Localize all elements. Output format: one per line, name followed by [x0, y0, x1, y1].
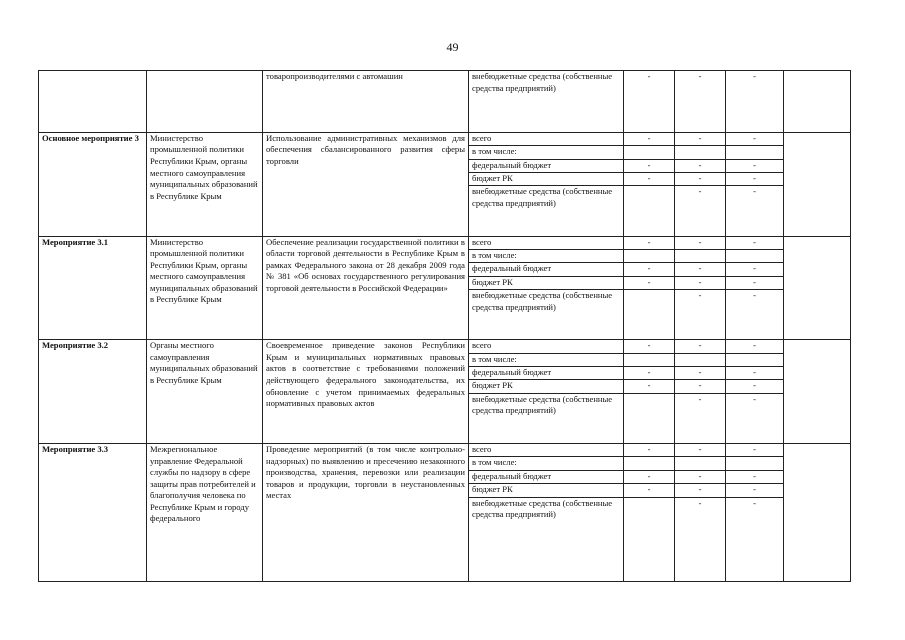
- funding-value-3: [726, 457, 784, 470]
- funding-value-2: -: [675, 340, 726, 353]
- funding-source: внебюджетные средства (собственные средства предприятий): [469, 290, 624, 340]
- funding-value-3: -: [726, 263, 784, 276]
- funding-value-2: -: [675, 380, 726, 393]
- executor-cell: Межрегиональное управление Федеральной службы по надзору в сфере защиты прав потребителей и благополучия человека по Республике Крым и городу федерального: [147, 443, 263, 581]
- funding-value-1: [624, 497, 675, 581]
- funding-value-3: -: [726, 236, 784, 249]
- funding-value-1: -: [624, 159, 675, 172]
- funding-value-3: -: [726, 484, 784, 497]
- funding-value-1: -: [624, 470, 675, 483]
- funding-source: в том числе:: [469, 353, 624, 366]
- funding-value-2: -: [675, 71, 726, 133]
- funding-value-1: -: [624, 263, 675, 276]
- funding-value-3: [726, 249, 784, 262]
- empty-cell: [784, 340, 851, 444]
- funding-value-1: [624, 393, 675, 443]
- funding-source: федеральный бюджет: [469, 470, 624, 483]
- funding-value-2: -: [675, 497, 726, 581]
- funding-value-1: [624, 186, 675, 236]
- table-row: [39, 443, 851, 456]
- funding-value-2: -: [675, 443, 726, 456]
- funding-source: внебюджетные средства (собственные средства предприятий): [469, 393, 624, 443]
- funding-value-1: -: [624, 132, 675, 145]
- funding-source: бюджет РК: [469, 380, 624, 393]
- funding-value-1: -: [624, 484, 675, 497]
- funding-value-2: [675, 353, 726, 366]
- funding-value-1: -: [624, 340, 675, 353]
- funding-value-2: [675, 249, 726, 262]
- measure-code: Основное мероприятие 3: [39, 132, 147, 236]
- funding-value-3: -: [726, 276, 784, 289]
- funding-value-3: -: [726, 159, 784, 172]
- funding-source: федеральный бюджет: [469, 263, 624, 276]
- funding-value-3: -: [726, 443, 784, 456]
- measure-description: Использование административных механизмов для обеспечения сбалансированного развития сферы торговли: [263, 132, 469, 236]
- funding-value-2: -: [675, 367, 726, 380]
- funding-value-1: [624, 249, 675, 262]
- funding-source: внебюджетные средства (собственные средства предприятий): [469, 71, 624, 133]
- empty-cell: [784, 132, 851, 236]
- funding-value-2: -: [675, 186, 726, 236]
- funding-value-1: -: [624, 236, 675, 249]
- funding-source: в том числе:: [469, 146, 624, 159]
- funding-value-3: [726, 353, 784, 366]
- funding-source: федеральный бюджет: [469, 159, 624, 172]
- funding-value-2: [675, 146, 726, 159]
- funding-source: внебюджетные средства (собственные средства предприятий): [469, 497, 624, 581]
- funding-value-1: -: [624, 173, 675, 186]
- table-row: [39, 236, 851, 249]
- funding-value-3: -: [726, 367, 784, 380]
- funding-source: в том числе:: [469, 457, 624, 470]
- funding-value-2: -: [675, 470, 726, 483]
- funding-source: всего: [469, 132, 624, 145]
- funding-value-3: -: [726, 173, 784, 186]
- funding-source: всего: [469, 340, 624, 353]
- funding-value-1: -: [624, 443, 675, 456]
- funding-value-2: -: [675, 173, 726, 186]
- measure-code: Мероприятие 3.3: [39, 443, 147, 581]
- funding-value-3: -: [726, 340, 784, 353]
- empty-cell: [784, 71, 851, 133]
- executor-cell: Министерство промышленной политики Республики Крым, органы местного самоуправления муниципальных образований в Республике Крым: [147, 132, 263, 236]
- funding-value-1: [624, 457, 675, 470]
- funding-source: всего: [469, 443, 624, 456]
- executor-cell: Органы местного самоуправления муниципальных образований в Республике Крым: [147, 340, 263, 444]
- measure-code: [39, 71, 147, 133]
- funding-source: внебюджетные средства (собственные средства предприятий): [469, 186, 624, 236]
- funding-value-3: -: [726, 393, 784, 443]
- funding-source: федеральный бюджет: [469, 367, 624, 380]
- funding-value-1: -: [624, 367, 675, 380]
- funding-value-1: [624, 290, 675, 340]
- funding-value-2: -: [675, 263, 726, 276]
- funding-value-2: -: [675, 236, 726, 249]
- funding-source: бюджет РК: [469, 484, 624, 497]
- empty-cell: [784, 236, 851, 340]
- funding-value-1: [624, 353, 675, 366]
- funding-value-2: -: [675, 484, 726, 497]
- funding-value-3: -: [726, 132, 784, 145]
- funding-value-3: -: [726, 290, 784, 340]
- measure-code: Мероприятие 3.1: [39, 236, 147, 340]
- measure-description: Обеспечение реализации государственной политики в области торговой деятельности в Республике Крым в рамках Федерального закона от 28 декабря 2009 года № 381 «Об основах государственного регулирования торговой деятельности в Российской Федерации»: [263, 236, 469, 340]
- measure-code: Мероприятие 3.2: [39, 340, 147, 444]
- program-measures-table: [38, 70, 851, 582]
- funding-value-1: [624, 146, 675, 159]
- funding-source: бюджет РК: [469, 173, 624, 186]
- page-number: 49: [446, 40, 459, 54]
- funding-value-2: -: [675, 132, 726, 145]
- funding-value-3: [726, 146, 784, 159]
- funding-value-3: -: [726, 71, 784, 133]
- table-row: [39, 71, 851, 133]
- executor-cell: [147, 71, 263, 133]
- measure-description: товаропроизводителями с автомашин: [263, 71, 469, 133]
- funding-source: всего: [469, 236, 624, 249]
- measure-description: Своевременное приведение законов Республики Крым и муниципальных нормативных правовых актов в соответствие с требованиями положений действующего федерального законодательства, их обновление с учетом принимаемых федеральных нормативных правовых актов: [263, 340, 469, 444]
- funding-value-3: -: [726, 497, 784, 581]
- funding-source: бюджет РК: [469, 276, 624, 289]
- funding-value-2: -: [675, 276, 726, 289]
- table-row: [39, 132, 851, 145]
- table-row: [39, 340, 851, 353]
- empty-cell: [784, 443, 851, 581]
- funding-value-2: -: [675, 290, 726, 340]
- funding-value-3: -: [726, 380, 784, 393]
- funding-value-2: -: [675, 159, 726, 172]
- measure-description: Проведение мероприятий (в том числе контрольно-надзорных) по выявлению и пресечению незаконного производства, хранения, перевозки или реализации товаров и продукции, торговли в неустановленных местах: [263, 443, 469, 581]
- funding-value-2: -: [675, 393, 726, 443]
- funding-source: в том числе:: [469, 249, 624, 262]
- funding-value-2: [675, 457, 726, 470]
- funding-value-1: -: [624, 380, 675, 393]
- funding-value-3: -: [726, 470, 784, 483]
- funding-value-1: -: [624, 71, 675, 133]
- funding-value-3: -: [726, 186, 784, 236]
- funding-value-1: -: [624, 276, 675, 289]
- executor-cell: Министерство промышленной политики Республики Крым, органы местного самоуправления муниципальных образований в Республике Крым: [147, 236, 263, 340]
